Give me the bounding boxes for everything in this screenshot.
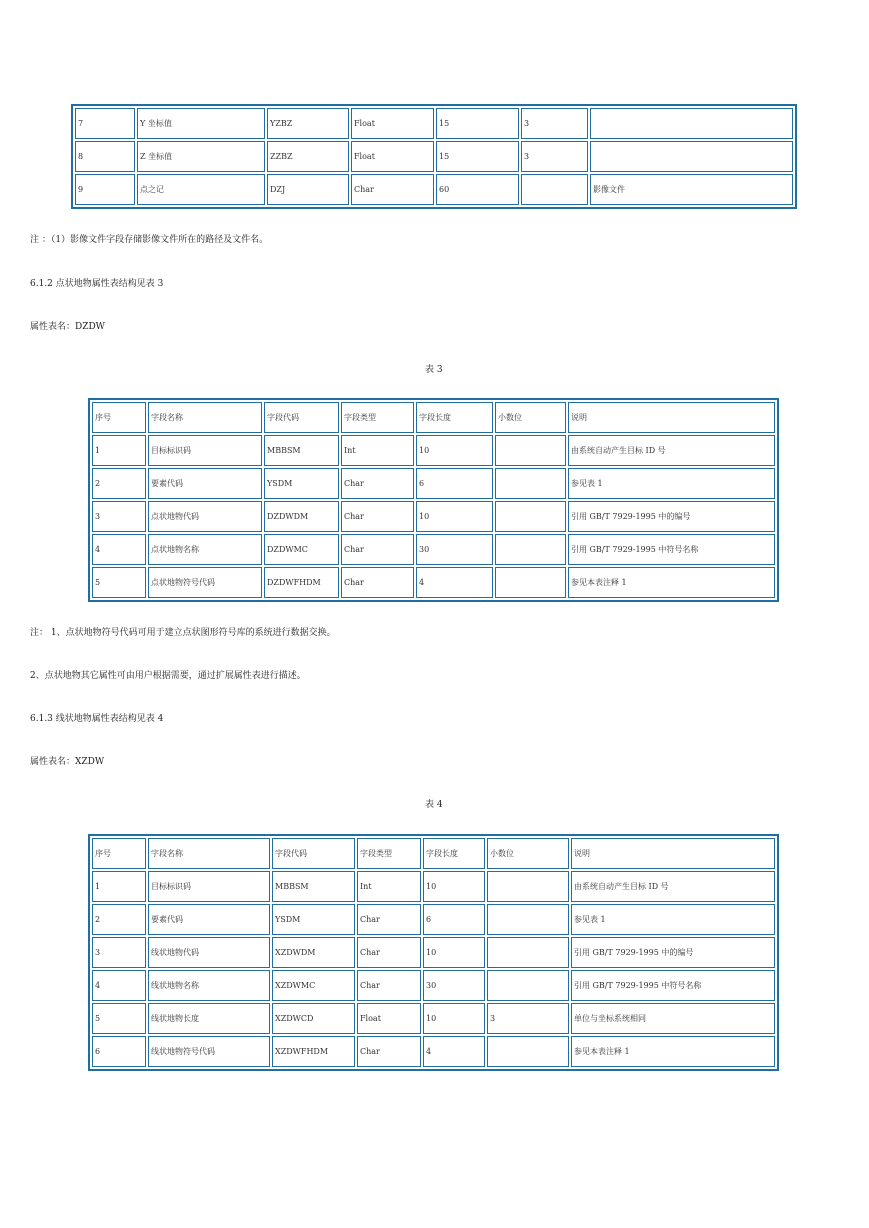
cell-field-type: Float: [357, 1003, 421, 1034]
cell-decimals: [495, 468, 566, 499]
table-3: [88, 398, 779, 602]
cell-field-length: 6: [416, 468, 493, 499]
cell-field-length: 60: [436, 174, 519, 205]
cell-field-name: 线状地物长度: [148, 1003, 270, 1034]
header-field-type: 字段类型: [341, 402, 414, 433]
table-row: [75, 108, 793, 139]
header-description: 说明: [571, 838, 775, 869]
table-header-row: [92, 402, 775, 433]
cell-field-code: ZZBZ: [267, 141, 349, 172]
cell-field-code: XZDWCD: [272, 1003, 355, 1034]
cell-field-name: Y 坐标值: [137, 108, 265, 139]
cell-index: 2: [92, 468, 146, 499]
cell-field-type: Char: [357, 1036, 421, 1067]
header-field-length: 字段长度: [416, 402, 493, 433]
table-4: [88, 834, 779, 1071]
cell-decimals: [487, 970, 569, 1001]
cell-field-type: Float: [351, 108, 434, 139]
cell-decimals: 3: [487, 1003, 569, 1034]
header-description: 说明: [568, 402, 775, 433]
table-row: [75, 141, 793, 172]
cell-field-length: 10: [423, 871, 485, 902]
table-header-row: [92, 838, 775, 869]
table-row: [92, 468, 775, 499]
cell-field-name: 点状地物名称: [148, 534, 262, 565]
cell-field-type: Char: [351, 174, 434, 205]
cell-field-length: 10: [423, 937, 485, 968]
cell-field-code: XZDWDM: [272, 937, 355, 968]
cell-index: 6: [92, 1036, 146, 1067]
cell-field-code: DZJ: [267, 174, 349, 205]
cell-index: 5: [92, 567, 146, 598]
cell-decimals: [521, 174, 588, 205]
cell-field-code: XZDWMC: [272, 970, 355, 1001]
cell-field-name: 要素代码: [148, 904, 270, 935]
cell-field-code: XZDWFHDM: [272, 1036, 355, 1067]
cell-field-code: DZDWMC: [264, 534, 339, 565]
cell-field-type: Int: [357, 871, 421, 902]
section-heading-6-1-3: 6.1.3 线状地物属性表结构见表 4: [30, 714, 164, 724]
cell-description: 引用 GB/T 7929-1995 中的编号: [571, 937, 775, 968]
cell-field-name: 目标标识码: [148, 871, 270, 902]
header-decimals: 小数位: [487, 838, 569, 869]
cell-description: 参见表 1: [568, 468, 775, 499]
cell-decimals: 3: [521, 108, 588, 139]
section-heading-6-1-2: 6.1.2 点状地物属性表结构见表 3: [30, 279, 164, 289]
cell-field-code: YSDM: [264, 468, 339, 499]
cell-index: 1: [92, 871, 146, 902]
header-field-type: 字段类型: [357, 838, 421, 869]
cell-decimals: [495, 435, 566, 466]
cell-field-length: 10: [416, 435, 493, 466]
cell-decimals: [495, 567, 566, 598]
cell-field-type: Char: [341, 567, 414, 598]
cell-field-type: Char: [341, 501, 414, 532]
table-4-caption: 表 4: [425, 800, 443, 810]
header-index: 序号: [92, 838, 146, 869]
cell-field-length: 4: [416, 567, 493, 598]
cell-description: 参见本表注释 1: [568, 567, 775, 598]
table-row: [92, 904, 775, 935]
cell-field-name: 线状地物代码: [148, 937, 270, 968]
cell-field-length: 6: [423, 904, 485, 935]
cell-index: 1: [92, 435, 146, 466]
cell-decimals: [487, 904, 569, 935]
table-row: [92, 534, 775, 565]
cell-field-code: MBBSM: [272, 871, 355, 902]
cell-field-code: YZBZ: [267, 108, 349, 139]
cell-description: 参见本表注释 1: [571, 1036, 775, 1067]
cell-description: [590, 108, 793, 139]
cell-field-length: 30: [423, 970, 485, 1001]
attribute-table-name-dzdw: 属性表名：DZDW: [30, 322, 105, 332]
cell-index: 2: [92, 904, 146, 935]
cell-field-name: 线状地物名称: [148, 970, 270, 1001]
cell-index: 4: [92, 534, 146, 565]
table-row: [92, 567, 775, 598]
cell-field-type: Char: [357, 937, 421, 968]
table-row: [92, 435, 775, 466]
cell-field-type: Char: [341, 468, 414, 499]
cell-description: [590, 141, 793, 172]
cell-field-name: 目标标识码: [148, 435, 262, 466]
cell-field-length: 4: [423, 1036, 485, 1067]
header-decimals: 小数位: [495, 402, 566, 433]
table-3-caption: 表 3: [425, 365, 443, 375]
cell-description: 引用 GB/T 7929-1995 中符号名称: [571, 970, 775, 1001]
table-row: [92, 970, 775, 1001]
cell-description: 单位与坐标系统相同: [571, 1003, 775, 1034]
cell-decimals: [487, 871, 569, 902]
cell-index: 9: [75, 174, 135, 205]
table-row: [92, 937, 775, 968]
cell-index: 7: [75, 108, 135, 139]
cell-field-length: 10: [423, 1003, 485, 1034]
cell-field-name: Z 坐标值: [137, 141, 265, 172]
table-row: [75, 174, 793, 205]
cell-field-length: 15: [436, 108, 519, 139]
cell-description: 引用 GB/T 7929-1995 中的编号: [568, 501, 775, 532]
cell-decimals: [487, 1036, 569, 1067]
table-row: [92, 871, 775, 902]
header-field-code: 字段代码: [272, 838, 355, 869]
cell-description: 由系统自动产生目标 ID 号: [568, 435, 775, 466]
cell-field-name: 要素代码: [148, 468, 262, 499]
header-index: 序号: [92, 402, 146, 433]
header-field-name: 字段名称: [148, 402, 262, 433]
table-row: [92, 1003, 775, 1034]
cell-field-code: MBBSM: [264, 435, 339, 466]
cell-decimals: [487, 937, 569, 968]
cell-field-name: 点状地物代码: [148, 501, 262, 532]
attribute-table-name-xzdw: 属性表名：XZDW: [30, 757, 105, 767]
cell-field-code: DZDWDM: [264, 501, 339, 532]
table-row: [92, 1036, 775, 1067]
table-row: [92, 501, 775, 532]
cell-description: 影像文件: [590, 174, 793, 205]
cell-field-length: 30: [416, 534, 493, 565]
cell-index: 3: [92, 937, 146, 968]
table-top: [71, 104, 797, 209]
cell-field-length: 15: [436, 141, 519, 172]
cell-field-code: DZDWFHDM: [264, 567, 339, 598]
cell-field-type: Char: [357, 904, 421, 935]
cell-field-length: 10: [416, 501, 493, 532]
cell-index: 3: [92, 501, 146, 532]
cell-field-type: Char: [341, 534, 414, 565]
cell-field-name: 点状地物符号代码: [148, 567, 262, 598]
cell-index: 8: [75, 141, 135, 172]
cell-description: 由系统自动产生目标 ID 号: [571, 871, 775, 902]
header-field-length: 字段长度: [423, 838, 485, 869]
cell-description: 参见表 1: [571, 904, 775, 935]
cell-field-type: Int: [341, 435, 414, 466]
cell-index: 5: [92, 1003, 146, 1034]
cell-field-name: 线状地物符号代码: [148, 1036, 270, 1067]
cell-index: 4: [92, 970, 146, 1001]
cell-decimals: 3: [521, 141, 588, 172]
cell-field-name: 点之记: [137, 174, 265, 205]
cell-description: 引用 GB/T 7929-1995 中符号名称: [568, 534, 775, 565]
note-point-symbol-code: 注： 1、点状地物符号代码可用于建立点状图形符号库的系统进行数据交换。: [30, 628, 336, 638]
note-image-file: 注 ：（1）影像文件字段存储影像文件所在的路径及文件名。: [30, 235, 269, 245]
cell-field-type: Float: [351, 141, 434, 172]
header-field-code: 字段代码: [264, 402, 339, 433]
cell-field-code: YSDM: [272, 904, 355, 935]
cell-decimals: [495, 501, 566, 532]
note-point-extended-attributes: 2、点状地物其它属性可由用户根据需要，通过扩展属性表进行描述。: [30, 671, 306, 681]
header-field-name: 字段名称: [148, 838, 270, 869]
cell-field-type: Char: [357, 970, 421, 1001]
cell-decimals: [495, 534, 566, 565]
